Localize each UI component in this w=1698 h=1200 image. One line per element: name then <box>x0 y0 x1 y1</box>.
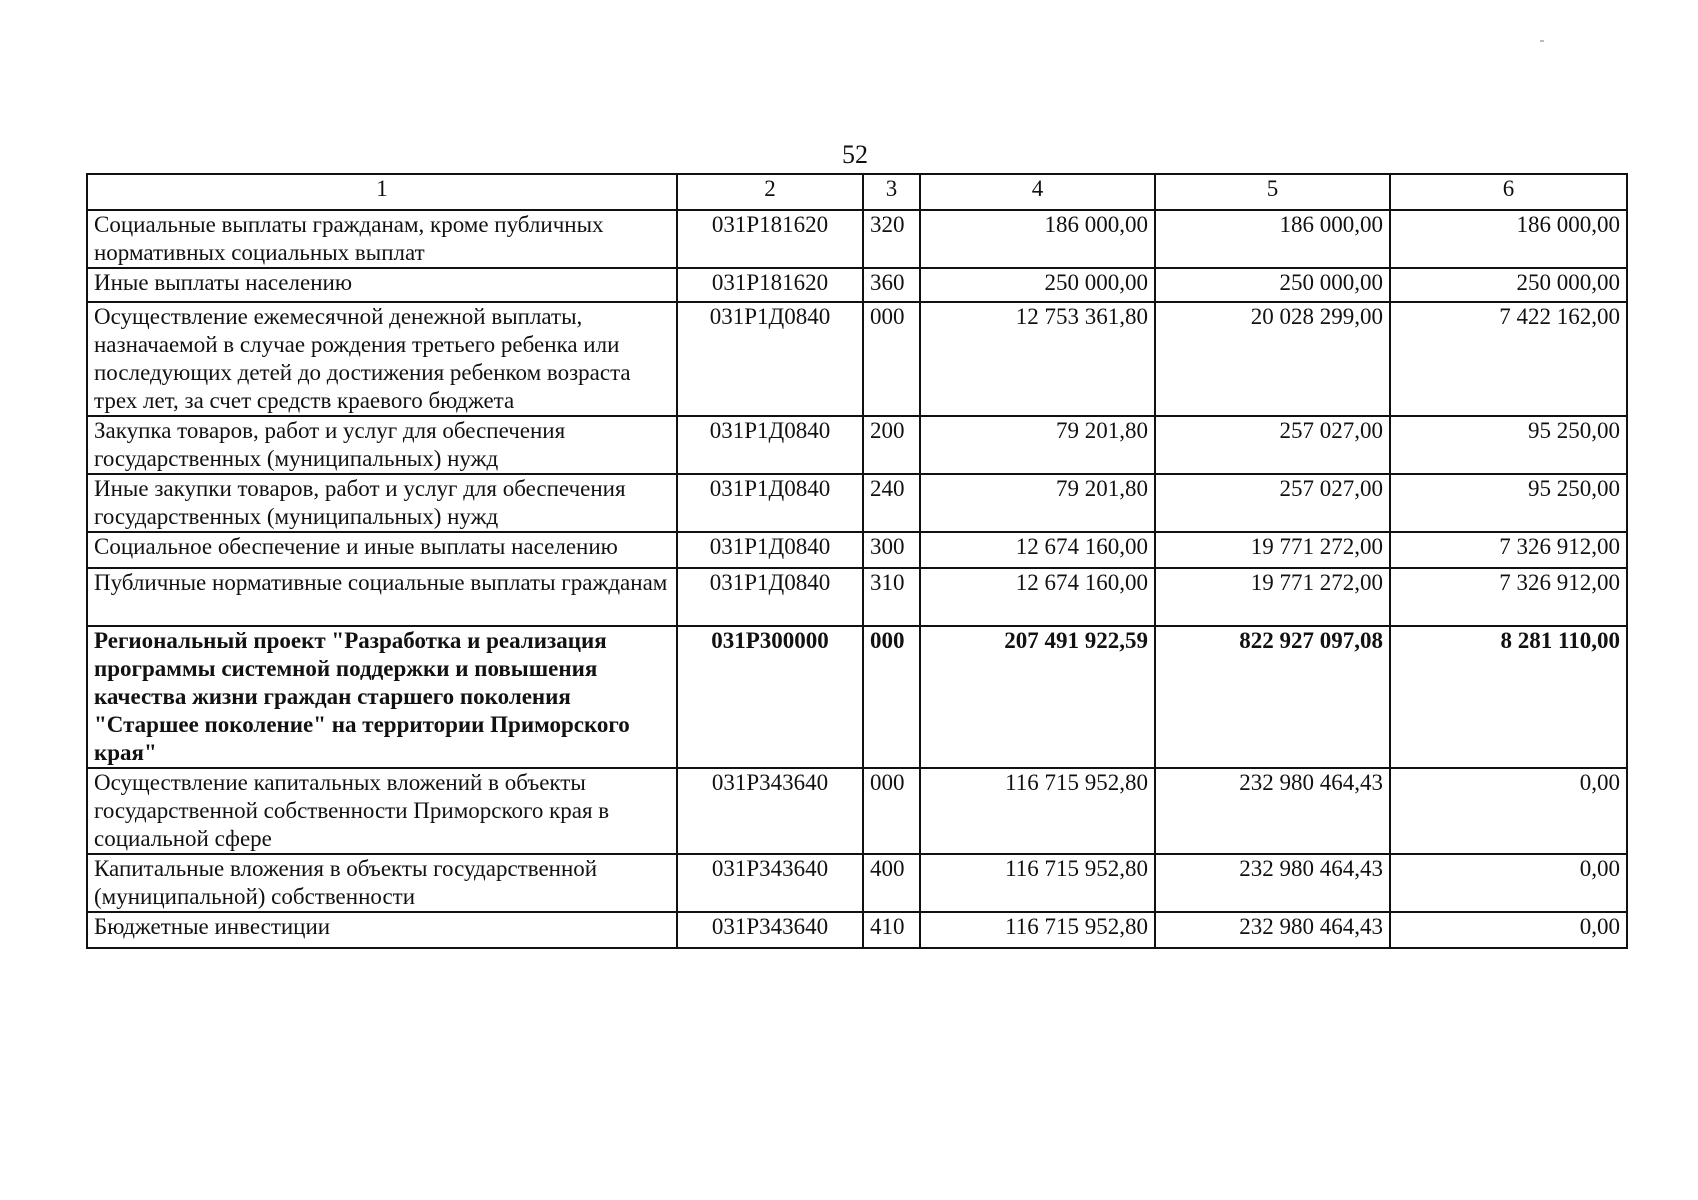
row-name: Бюджетные инвестиции <box>87 912 677 948</box>
row-expense-type: 400 <box>863 854 920 912</box>
row-name: Региональный проект "Разработка и реализация программы системной поддержки и повышения качества жизни граждан старшего поколения "Старшее поколение" на территории Приморского края" <box>87 626 677 768</box>
row-target-code: 031P1Д0840 <box>677 568 863 626</box>
row-name: Осуществление капитальных вложений в объекты государственной собственности Приморского края в социальной сфере <box>87 768 677 854</box>
row-target-code: 031P1Д0840 <box>677 474 863 532</box>
row-target-code: 031P181620 <box>677 210 863 268</box>
row-sum-col5: 232 980 464,43 <box>1155 768 1390 854</box>
row-name: Осуществление ежемесячной денежной выплаты, назначаемой в случае рождения третьего ребенка или последующих детей до достижения ребенком возраста трех лет, за счет средств краевого бюджета <box>87 302 677 416</box>
row-name: Закупка товаров, работ и услуг для обеспечения государственных (муниципальных) нужд <box>87 416 677 474</box>
row-sum-col6: 7 326 912,00 <box>1390 568 1627 626</box>
row-sum-col6: 95 250,00 <box>1390 416 1627 474</box>
column-number-3: 3 <box>863 174 920 210</box>
column-number-5: 5 <box>1155 174 1390 210</box>
table-row <box>87 210 1627 268</box>
row-sum-col4: 207 491 922,59 <box>920 626 1155 768</box>
row-sum-col4: 116 715 952,80 <box>920 768 1155 854</box>
row-sum-col4: 186 000,00 <box>920 210 1155 268</box>
table-row <box>87 768 1627 854</box>
row-sum-col4: 12 674 160,00 <box>920 532 1155 568</box>
row-sum-col6: 0,00 <box>1390 912 1627 948</box>
row-target-code: 031P1Д0840 <box>677 416 863 474</box>
row-sum-col6: 250 000,00 <box>1390 268 1627 302</box>
row-target-code: 031P343640 <box>677 854 863 912</box>
row-sum-col4: 12 753 361,80 <box>920 302 1155 416</box>
row-sum-col6: 8 281 110,00 <box>1390 626 1627 768</box>
scan-speck <box>1540 40 1544 42</box>
row-sum-col6: 95 250,00 <box>1390 474 1627 532</box>
table-row <box>87 568 1627 626</box>
table-row-regional-project <box>87 626 1627 768</box>
row-sum-col4: 79 201,80 <box>920 416 1155 474</box>
row-sum-col4: 116 715 952,80 <box>920 854 1155 912</box>
table-row <box>87 474 1627 532</box>
table-row <box>87 912 1627 948</box>
row-sum-col4: 116 715 952,80 <box>920 912 1155 948</box>
row-sum-col6: 0,00 <box>1390 768 1627 854</box>
table-row <box>87 532 1627 568</box>
row-sum-col5: 257 027,00 <box>1155 474 1390 532</box>
table-row <box>87 854 1627 912</box>
page-number: 52 <box>842 140 868 169</box>
row-name: Публичные нормативные социальные выплаты гражданам <box>87 568 677 626</box>
row-sum-col6: 0,00 <box>1390 854 1627 912</box>
row-expense-type: 000 <box>863 302 920 416</box>
row-sum-col4: 79 201,80 <box>920 474 1155 532</box>
column-number-1: 1 <box>87 174 677 210</box>
row-sum-col5: 822 927 097,08 <box>1155 626 1390 768</box>
row-target-code: 031P1Д0840 <box>677 532 863 568</box>
row-sum-col4: 12 674 160,00 <box>920 568 1155 626</box>
row-sum-col5: 257 027,00 <box>1155 416 1390 474</box>
row-target-code: 031P300000 <box>677 626 863 768</box>
row-expense-type: 320 <box>863 210 920 268</box>
row-expense-type: 310 <box>863 568 920 626</box>
row-sum-col4: 250 000,00 <box>920 268 1155 302</box>
column-number-6: 6 <box>1390 174 1627 210</box>
row-name: Социальные выплаты гражданам, кроме публичных нормативных социальных выплат <box>87 210 677 268</box>
row-sum-col6: 7 326 912,00 <box>1390 532 1627 568</box>
row-expense-type: 240 <box>863 474 920 532</box>
table-row <box>87 416 1627 474</box>
row-expense-type: 410 <box>863 912 920 948</box>
row-sum-col5: 19 771 272,00 <box>1155 532 1390 568</box>
row-expense-type: 000 <box>863 768 920 854</box>
row-expense-type: 200 <box>863 416 920 474</box>
row-target-code: 031P343640 <box>677 912 863 948</box>
row-sum-col5: 250 000,00 <box>1155 268 1390 302</box>
row-expense-type: 360 <box>863 268 920 302</box>
row-sum-col5: 232 980 464,43 <box>1155 912 1390 948</box>
column-number-row <box>87 174 1627 210</box>
row-sum-col5: 186 000,00 <box>1155 210 1390 268</box>
row-target-code: 031P343640 <box>677 768 863 854</box>
column-number-4: 4 <box>920 174 1155 210</box>
table-row <box>87 268 1627 302</box>
row-name: Иные выплаты населению <box>87 268 677 302</box>
row-name: Иные закупки товаров, работ и услуг для обеспечения государственных (муниципальных) нужд <box>87 474 677 532</box>
row-name: Капитальные вложения в объекты государственной (муниципальной) собственности <box>87 854 677 912</box>
row-target-code: 031P1Д0840 <box>677 302 863 416</box>
table-row <box>87 302 1627 416</box>
row-sum-col6: 186 000,00 <box>1390 210 1627 268</box>
row-target-code: 031P181620 <box>677 268 863 302</box>
row-sum-col5: 20 028 299,00 <box>1155 302 1390 416</box>
row-expense-type: 000 <box>863 626 920 768</box>
row-expense-type: 300 <box>863 532 920 568</box>
row-sum-col6: 7 422 162,00 <box>1390 302 1627 416</box>
row-sum-col5: 19 771 272,00 <box>1155 568 1390 626</box>
budget-table <box>86 173 1628 949</box>
row-name: Социальное обеспечение и иные выплаты населению <box>87 532 677 568</box>
column-number-2: 2 <box>677 174 863 210</box>
row-sum-col5: 232 980 464,43 <box>1155 854 1390 912</box>
